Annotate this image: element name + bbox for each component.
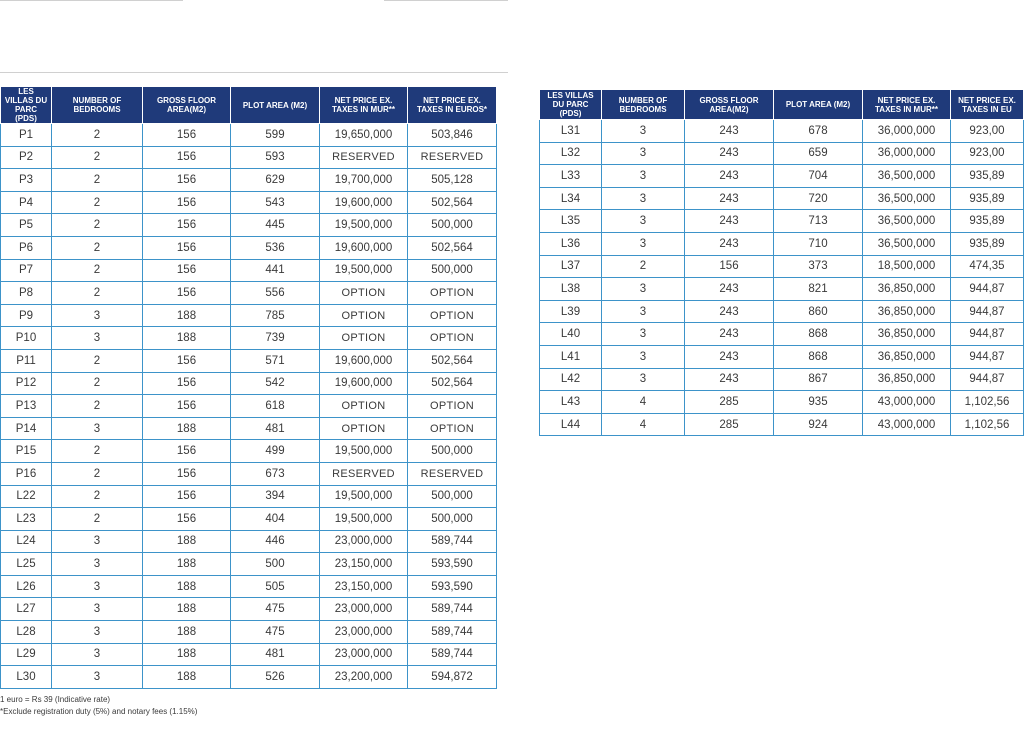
table-cell: 36,850,000 — [863, 278, 951, 301]
table-cell: 23,000,000 — [320, 530, 408, 553]
table-row — [1, 282, 497, 305]
table-cell: 36,850,000 — [863, 300, 951, 323]
column-header: NUMBER OF BEDROOMS — [602, 90, 685, 120]
table-cell: 188 — [143, 666, 231, 689]
table-cell: 720 — [774, 187, 863, 210]
table-cell: 475 — [231, 598, 320, 621]
table-cell: 156 — [143, 462, 231, 485]
column-header: NUMBER OF BEDROOMS — [52, 87, 143, 124]
table-row — [540, 391, 1024, 414]
table-cell: 678 — [774, 120, 863, 143]
table-cell: 156 — [143, 169, 231, 192]
table-cell: OPTION — [320, 327, 408, 350]
table-cell: 243 — [685, 120, 774, 143]
table-cell: 19,600,000 — [320, 191, 408, 214]
table-cell: 3 — [52, 304, 143, 327]
table-cell: 19,500,000 — [320, 214, 408, 237]
table-cell: 503,846 — [408, 124, 497, 147]
table-cell: 23,000,000 — [320, 598, 408, 621]
table-cell: 156 — [143, 146, 231, 169]
table-cell: 505 — [231, 575, 320, 598]
table-cell: 944,87 — [951, 368, 1024, 391]
table-cell: 500,000 — [408, 440, 497, 463]
column-header: NET PRICE EX. TAXES IN EUROS* — [408, 87, 497, 124]
table-cell: 243 — [685, 300, 774, 323]
table-row — [540, 278, 1024, 301]
table-cell: 3 — [602, 278, 685, 301]
table-row — [1, 462, 497, 485]
table-row — [1, 349, 497, 372]
table-cell: 2 — [52, 146, 143, 169]
table-row — [1, 666, 497, 689]
table-row — [540, 368, 1024, 391]
table-cell: 704 — [774, 165, 863, 188]
table-cell: 188 — [143, 621, 231, 644]
table-cell: 188 — [143, 417, 231, 440]
table-cell: 944,87 — [951, 323, 1024, 346]
table-cell: 659 — [774, 142, 863, 165]
table-cell: 285 — [685, 391, 774, 414]
table-cell: 188 — [143, 643, 231, 666]
table-row — [540, 255, 1024, 278]
table-cell: P6 — [1, 236, 52, 259]
table-cell: 36,500,000 — [863, 232, 951, 255]
table-cell: 3 — [602, 210, 685, 233]
column-header: NET PRICE EX. TAXES IN MUR** — [320, 87, 408, 124]
table-cell: 571 — [231, 349, 320, 372]
table-cell: 500 — [231, 553, 320, 576]
table-cell: 2 — [602, 255, 685, 278]
table-cell: 944,87 — [951, 345, 1024, 368]
table-cell: 19,600,000 — [320, 349, 408, 372]
table-row — [1, 169, 497, 192]
table-row — [1, 575, 497, 598]
table-cell: 243 — [685, 345, 774, 368]
table-cell: 3 — [602, 368, 685, 391]
column-header: GROSS FLOOR AREA(M2) — [685, 90, 774, 120]
table-row — [540, 232, 1024, 255]
table-cell: 500,000 — [408, 214, 497, 237]
table-cell: 2 — [52, 372, 143, 395]
table-cell: 243 — [685, 165, 774, 188]
table-cell: 446 — [231, 530, 320, 553]
table-cell: 36,000,000 — [863, 120, 951, 143]
table-cell: OPTION — [320, 282, 408, 305]
table-cell: 3 — [52, 666, 143, 689]
table-cell: L23 — [1, 508, 52, 531]
table-cell: 935,89 — [951, 165, 1024, 188]
table-cell: 156 — [143, 124, 231, 147]
table-cell: 19,500,000 — [320, 485, 408, 508]
table-cell: 2 — [52, 508, 143, 531]
price-table-left — [0, 86, 497, 689]
table-cell: L35 — [540, 210, 602, 233]
table-cell: 4 — [602, 413, 685, 436]
table-cell: 710 — [774, 232, 863, 255]
table-cell: 23,000,000 — [320, 621, 408, 644]
table-cell: L31 — [540, 120, 602, 143]
table-cell: 543 — [231, 191, 320, 214]
table-cell: 821 — [774, 278, 863, 301]
table-cell: 2 — [52, 124, 143, 147]
table-cell: 188 — [143, 327, 231, 350]
table-cell: 505,128 — [408, 169, 497, 192]
table-row — [1, 304, 497, 327]
table-cell: P1 — [1, 124, 52, 147]
table-cell: L33 — [540, 165, 602, 188]
table-cell: 868 — [774, 323, 863, 346]
table-cell: 923,00 — [951, 142, 1024, 165]
table-cell: 156 — [143, 236, 231, 259]
table-cell: 935,89 — [951, 210, 1024, 233]
table-cell: 739 — [231, 327, 320, 350]
table-cell: 2 — [52, 169, 143, 192]
footnotes — [0, 694, 197, 718]
table-row — [1, 372, 497, 395]
table-cell: L41 — [540, 345, 602, 368]
table-cell: P16 — [1, 462, 52, 485]
column-header: NET PRICE EX. TAXES IN EU — [951, 90, 1024, 120]
table-cell: 860 — [774, 300, 863, 323]
table-cell: 36,500,000 — [863, 187, 951, 210]
table-cell: 500,000 — [408, 259, 497, 282]
table-cell: 599 — [231, 124, 320, 147]
table-cell: 243 — [685, 323, 774, 346]
table-cell: P2 — [1, 146, 52, 169]
table-cell: 23,200,000 — [320, 666, 408, 689]
top-divider-right — [384, 0, 508, 1]
table-cell: L43 — [540, 391, 602, 414]
table-cell: 243 — [685, 278, 774, 301]
table-cell: 19,600,000 — [320, 372, 408, 395]
table-cell: 499 — [231, 440, 320, 463]
table-cell: 188 — [143, 598, 231, 621]
table-cell: OPTION — [408, 304, 497, 327]
table-cell: L36 — [540, 232, 602, 255]
table-row — [540, 120, 1024, 143]
table-row — [1, 553, 497, 576]
column-header: PLOT AREA (M2) — [231, 87, 320, 124]
table-cell: 935,89 — [951, 232, 1024, 255]
table-header-row — [540, 90, 1024, 120]
table-cell: RESERVED — [408, 462, 497, 485]
table-cell: 2 — [52, 349, 143, 372]
table-cell: 2 — [52, 214, 143, 237]
table-cell: 2 — [52, 282, 143, 305]
table-cell: 243 — [685, 187, 774, 210]
table-cell: 673 — [231, 462, 320, 485]
top-divider-left — [0, 0, 183, 1]
table-row — [1, 146, 497, 169]
table-cell: 2 — [52, 191, 143, 214]
table-cell: 944,87 — [951, 300, 1024, 323]
table-row — [1, 395, 497, 418]
table-cell: 156 — [143, 440, 231, 463]
table-cell: 474,35 — [951, 255, 1024, 278]
table-cell: P12 — [1, 372, 52, 395]
table-header-row — [1, 87, 497, 124]
table-row — [1, 214, 497, 237]
table-cell: 2 — [52, 236, 143, 259]
table-row — [540, 142, 1024, 165]
table-cell: OPTION — [408, 395, 497, 418]
table-cell: 23,150,000 — [320, 575, 408, 598]
table-cell: 618 — [231, 395, 320, 418]
table-row — [1, 440, 497, 463]
table-cell: 156 — [143, 214, 231, 237]
table-cell: 373 — [774, 255, 863, 278]
section-divider — [0, 72, 508, 73]
table-row — [1, 598, 497, 621]
table-row — [1, 621, 497, 644]
table-cell: 36,500,000 — [863, 165, 951, 188]
table-cell: 156 — [143, 191, 231, 214]
table-cell: P5 — [1, 214, 52, 237]
table-cell: 502,564 — [408, 372, 497, 395]
table-cell: L37 — [540, 255, 602, 278]
table-cell: L28 — [1, 621, 52, 644]
table-row — [1, 530, 497, 553]
table-cell: 3 — [602, 187, 685, 210]
table-row — [1, 417, 497, 440]
table-cell: L25 — [1, 553, 52, 576]
table-cell: L32 — [540, 142, 602, 165]
table-cell: 935 — [774, 391, 863, 414]
table-cell: 526 — [231, 666, 320, 689]
table-cell: 3 — [602, 300, 685, 323]
table-cell: 502,564 — [408, 236, 497, 259]
table-row — [540, 187, 1024, 210]
table-cell: 924 — [774, 413, 863, 436]
table-cell: 475 — [231, 621, 320, 644]
tax-exclusion-note: *Exclude registration duty (5%) and notary fees (1.15%) — [0, 707, 198, 716]
table-cell: 156 — [143, 282, 231, 305]
table-cell: 404 — [231, 508, 320, 531]
table-cell: RESERVED — [408, 146, 497, 169]
table-cell: P15 — [1, 440, 52, 463]
table-cell: OPTION — [408, 327, 497, 350]
table-cell: 188 — [143, 530, 231, 553]
table-cell: 3 — [52, 621, 143, 644]
table-cell: 445 — [231, 214, 320, 237]
table-cell: OPTION — [408, 417, 497, 440]
table-cell: 188 — [143, 575, 231, 598]
table-cell: 589,744 — [408, 643, 497, 666]
table-cell: P3 — [1, 169, 52, 192]
table-cell: 156 — [685, 255, 774, 278]
table-cell: 23,000,000 — [320, 643, 408, 666]
table-row — [1, 327, 497, 350]
column-header: LES VILLAS DU PARC (PDS) — [540, 90, 602, 120]
table-row — [540, 165, 1024, 188]
price-table-right — [539, 89, 1024, 436]
table-cell: 481 — [231, 417, 320, 440]
table-cell: 2 — [52, 259, 143, 282]
table-cell: 593 — [231, 146, 320, 169]
table-cell: 188 — [143, 304, 231, 327]
table-cell: L22 — [1, 485, 52, 508]
table-cell: 156 — [143, 485, 231, 508]
table-cell: 2 — [52, 440, 143, 463]
table-cell: P8 — [1, 282, 52, 305]
table-cell: P11 — [1, 349, 52, 372]
table-cell: 36,850,000 — [863, 323, 951, 346]
column-header: NET PRICE EX. TAXES IN MUR** — [863, 90, 951, 120]
table-cell: 23,150,000 — [320, 553, 408, 576]
table-cell: 594,872 — [408, 666, 497, 689]
table-cell: 3 — [602, 165, 685, 188]
table-cell: 2 — [52, 395, 143, 418]
table-cell: 542 — [231, 372, 320, 395]
table-cell: 156 — [143, 259, 231, 282]
table-row — [1, 259, 497, 282]
table-cell: 481 — [231, 643, 320, 666]
table-cell: L29 — [1, 643, 52, 666]
table-cell: 868 — [774, 345, 863, 368]
table-cell: OPTION — [320, 395, 408, 418]
table-cell: 36,850,000 — [863, 368, 951, 391]
table-cell: OPTION — [408, 282, 497, 305]
table-row — [1, 643, 497, 666]
table-cell: 502,564 — [408, 349, 497, 372]
table-cell: 589,744 — [408, 621, 497, 644]
table-cell: L30 — [1, 666, 52, 689]
table-cell: 19,500,000 — [320, 440, 408, 463]
column-header: PLOT AREA (M2) — [774, 90, 863, 120]
table-row — [540, 210, 1024, 233]
table-cell: RESERVED — [320, 146, 408, 169]
table-cell: P4 — [1, 191, 52, 214]
table-cell: 500,000 — [408, 485, 497, 508]
table-cell: 935,89 — [951, 187, 1024, 210]
table-cell: P13 — [1, 395, 52, 418]
table-cell: 156 — [143, 508, 231, 531]
table-cell: 156 — [143, 349, 231, 372]
table-cell: 3 — [52, 553, 143, 576]
table-cell: 243 — [685, 210, 774, 233]
table-cell: 867 — [774, 368, 863, 391]
table-cell: 3 — [52, 417, 143, 440]
table-cell: P14 — [1, 417, 52, 440]
table-row — [1, 124, 497, 147]
table-cell: L38 — [540, 278, 602, 301]
table-cell: 629 — [231, 169, 320, 192]
table-cell: 3 — [52, 575, 143, 598]
table-cell: L40 — [540, 323, 602, 346]
table-row — [540, 323, 1024, 346]
table-cell: 593,590 — [408, 553, 497, 576]
table-cell: 19,500,000 — [320, 508, 408, 531]
table-cell: 36,850,000 — [863, 345, 951, 368]
table-cell: 3 — [602, 142, 685, 165]
table-cell: 500,000 — [408, 508, 497, 531]
table-row — [1, 508, 497, 531]
table-cell: 2 — [52, 462, 143, 485]
table-cell: 4 — [602, 391, 685, 414]
table-cell: L27 — [1, 598, 52, 621]
column-header: LES VILLAS DU PARC (PDS) — [1, 87, 52, 124]
table-cell: L34 — [540, 187, 602, 210]
table-cell: 43,000,000 — [863, 391, 951, 414]
table-cell: 18,500,000 — [863, 255, 951, 278]
table-cell: L39 — [540, 300, 602, 323]
table-row — [1, 191, 497, 214]
table-cell: 3 — [52, 598, 143, 621]
table-cell: 156 — [143, 395, 231, 418]
table-cell: 3 — [52, 530, 143, 553]
table-cell: 3 — [602, 232, 685, 255]
exchange-rate-note: 1 euro = Rs 39 (Indicative rate) — [0, 695, 111, 704]
table-cell: 156 — [143, 372, 231, 395]
table-cell: 285 — [685, 413, 774, 436]
table-cell: RESERVED — [320, 462, 408, 485]
table-cell: P7 — [1, 259, 52, 282]
table-cell: L42 — [540, 368, 602, 391]
table-cell: 188 — [143, 553, 231, 576]
table-row — [1, 485, 497, 508]
table-cell: L24 — [1, 530, 52, 553]
table-cell: 536 — [231, 236, 320, 259]
table-cell: 19,500,000 — [320, 259, 408, 282]
table-cell: P9 — [1, 304, 52, 327]
table-cell: 19,700,000 — [320, 169, 408, 192]
column-header: GROSS FLOOR AREA(M2) — [143, 87, 231, 124]
table-row — [540, 413, 1024, 436]
table-cell: 3 — [52, 327, 143, 350]
table-cell: 1,102,56 — [951, 391, 1024, 414]
table-row — [540, 345, 1024, 368]
table-row — [540, 300, 1024, 323]
table-cell: 243 — [685, 232, 774, 255]
table-cell: 394 — [231, 485, 320, 508]
table-cell: L26 — [1, 575, 52, 598]
table-cell: L44 — [540, 413, 602, 436]
table-cell: 43,000,000 — [863, 413, 951, 436]
table-cell: 243 — [685, 368, 774, 391]
table-cell: 593,590 — [408, 575, 497, 598]
table-cell: 2 — [52, 485, 143, 508]
table-cell: 589,744 — [408, 530, 497, 553]
table-cell: 3 — [52, 643, 143, 666]
table-cell: P10 — [1, 327, 52, 350]
table-cell: 19,650,000 — [320, 124, 408, 147]
table-cell: OPTION — [320, 417, 408, 440]
table-cell: 3 — [602, 323, 685, 346]
table-cell: 589,744 — [408, 598, 497, 621]
table-cell: 1,102,56 — [951, 413, 1024, 436]
table-cell: 3 — [602, 120, 685, 143]
table-cell: 3 — [602, 345, 685, 368]
table-cell: 556 — [231, 282, 320, 305]
table-cell: 19,600,000 — [320, 236, 408, 259]
table-cell: 441 — [231, 259, 320, 282]
table-row — [1, 236, 497, 259]
table-cell: OPTION — [320, 304, 408, 327]
table-cell: 785 — [231, 304, 320, 327]
table-cell: 944,87 — [951, 278, 1024, 301]
table-cell: 243 — [685, 142, 774, 165]
table-cell: 923,00 — [951, 120, 1024, 143]
table-cell: 502,564 — [408, 191, 497, 214]
table-cell: 713 — [774, 210, 863, 233]
table-cell: 36,500,000 — [863, 210, 951, 233]
table-cell: 36,000,000 — [863, 142, 951, 165]
